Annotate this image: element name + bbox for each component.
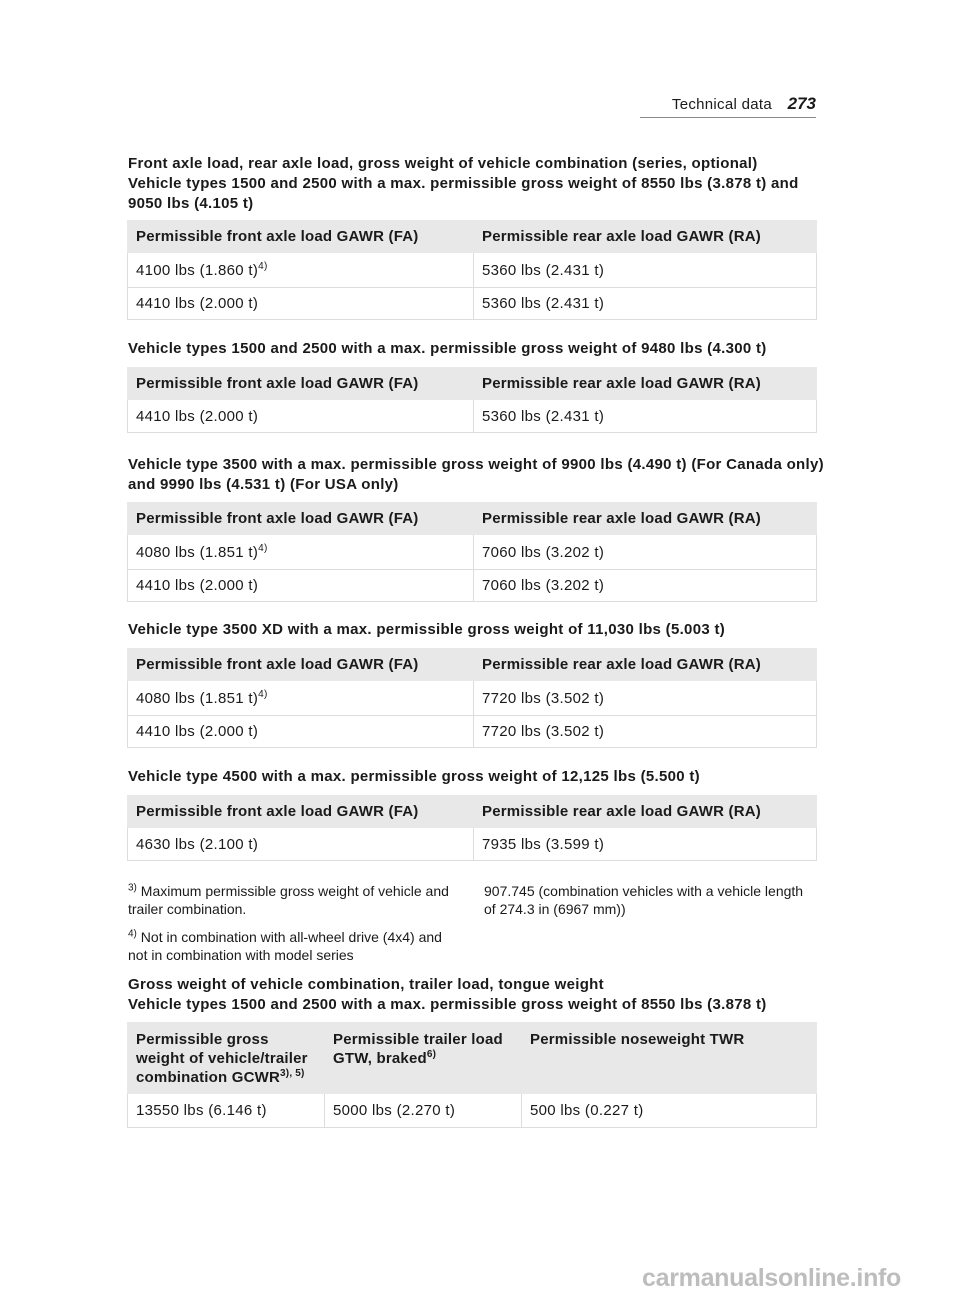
footnote-mark: 4) (128, 928, 137, 940)
rear-axle-cell: 7720 lbs (3.502 t) (474, 716, 817, 748)
noseweight-cell: 500 lbs (0.227 t) (522, 1094, 817, 1128)
table-header-row (128, 1023, 817, 1094)
heading-line: Vehicle types 1500 and 2500 with a max. permissible gross weight of 9480 lbs (4.300 t) (128, 340, 767, 357)
column-header-rear-axle: Permissible rear axle load GAWR (RA) (474, 221, 817, 253)
column-header-rear-axle: Permissible rear axle load GAWR (RA) (474, 503, 817, 535)
front-axle-cell: 4410 lbs (2.000 t) (128, 288, 474, 320)
table-row (128, 1094, 817, 1128)
header-text: GTW, braked (333, 1050, 427, 1067)
column-header-trailer-load (325, 1023, 522, 1094)
front-axle-cell: 4410 lbs (2.000 t) (128, 400, 474, 433)
column-header-front-axle: Permissible front axle load GAWR (FA) (128, 221, 474, 253)
header-line: Permissible trailer load (333, 1031, 503, 1048)
cell-value: 4080 lbs (1.851 t) (136, 689, 259, 707)
footnote-3 (128, 882, 458, 918)
rear-axle-cell: 7060 lbs (3.202 t) (474, 535, 817, 570)
footnote-text: Maximum permissible gross weight of vehicle and trailer combination. (128, 883, 449, 917)
heading-line: Vehicle types 1500 and 2500 with a max. permissible gross weight of 8550 lbs (3.878 t) (128, 996, 767, 1013)
front-axle-cell: 4410 lbs (2.000 t) (128, 716, 474, 748)
running-head (640, 94, 816, 116)
section-heading-3500 (128, 455, 824, 495)
section-heading-gross-weight-combination (128, 975, 767, 1015)
running-head-title: Technical data (671, 96, 772, 113)
table-header-row (128, 503, 817, 535)
footnote-ref: 4) (258, 542, 268, 554)
section-heading-4500 (128, 767, 700, 787)
column-header-rear-axle: Permissible rear axle load GAWR (RA) (474, 368, 817, 400)
footnote-ref: 6) (426, 1049, 437, 1060)
rear-axle-cell: 5360 lbs (2.431 t) (474, 288, 817, 320)
footnote-mark: 3) (128, 882, 137, 894)
rear-axle-cell: 5360 lbs (2.431 t) (474, 253, 817, 288)
footnote-4 (128, 928, 458, 964)
table-row (128, 828, 817, 861)
column-header-rear-axle: Permissible rear axle load GAWR (RA) (474, 796, 817, 828)
heading-line: Vehicle types 1500 and 2500 with a max. permissible gross weight of 8550 lbs (3.878 t) and (128, 175, 799, 192)
axle-load-table-3500 (127, 502, 817, 602)
column-header-front-axle: Permissible front axle load GAWR (FA) (128, 368, 474, 400)
table-header-row (128, 649, 817, 681)
column-header-gcwr (128, 1023, 325, 1094)
section-heading-front-rear-axle (128, 154, 799, 214)
table-header-row (128, 796, 817, 828)
heading-line: Front axle load, rear axle load, gross weight of vehicle combination (series, optional) (128, 155, 758, 172)
gcwr-cell: 13550 lbs (6.146 t) (128, 1094, 325, 1128)
section-heading-3500xd (128, 620, 725, 640)
rear-axle-cell: 7935 lbs (3.599 t) (474, 828, 817, 861)
trailer-load-cell: 5000 lbs (2.270 t) (325, 1094, 522, 1128)
footnotes (128, 882, 458, 974)
header-rule (640, 117, 816, 118)
heading-line: 9050 lbs (4.105 t) (128, 195, 254, 212)
rear-axle-cell: 5360 lbs (2.431 t) (474, 400, 817, 433)
axle-load-table-1500-2500-8550 (127, 220, 817, 320)
watermark: carmanualsonline.info (642, 1264, 902, 1292)
header-text: combination GCWR (136, 1069, 281, 1086)
table-row (128, 535, 817, 570)
front-axle-cell: 4410 lbs (2.000 t) (128, 570, 474, 602)
footnote-ref: 4) (258, 688, 268, 700)
table-row (128, 288, 817, 320)
footnote-text: Not in combination with all-wheel drive (4x4) and not in combination with model series (128, 929, 442, 963)
header-line (333, 1049, 513, 1068)
trailer-load-table (127, 1022, 817, 1128)
rear-axle-cell: 7720 lbs (3.502 t) (474, 681, 817, 716)
front-axle-cell: 4630 lbs (2.100 t) (128, 828, 474, 861)
heading-line: Gross weight of vehicle combination, trailer load, tongue weight (128, 976, 604, 993)
rear-axle-cell: 7060 lbs (3.202 t) (474, 570, 817, 602)
header-line: weight of vehicle/trailer (136, 1050, 308, 1067)
table-row (128, 570, 817, 602)
column-header-rear-axle: Permissible rear axle load GAWR (RA) (474, 649, 817, 681)
heading-line: Vehicle type 3500 with a max. permissible gross weight of 9900 lbs (4.490 t) (For Canada only) (128, 456, 824, 473)
front-axle-cell (128, 681, 474, 716)
footnote-ref: 4) (258, 260, 268, 272)
cell-value: 4080 lbs (1.851 t) (136, 543, 259, 561)
column-header-noseweight: Permissible noseweight TWR (522, 1023, 817, 1094)
header-line: Permissible gross (136, 1031, 269, 1048)
heading-line: and 9990 lbs (4.531 t) (For USA only) (128, 476, 399, 493)
table-row (128, 400, 817, 433)
axle-load-table-4500 (127, 795, 817, 861)
front-axle-cell (128, 253, 474, 288)
table-header-row (128, 368, 817, 400)
table-row (128, 716, 817, 748)
table-header-row (128, 221, 817, 253)
page-number: 273 (787, 94, 816, 113)
column-header-front-axle: Permissible front axle load GAWR (FA) (128, 503, 474, 535)
axle-load-table-1500-2500-9480 (127, 367, 817, 433)
cell-value: 4100 lbs (1.860 t) (136, 261, 259, 279)
section-heading-9480 (128, 339, 767, 359)
heading-line: Vehicle type 3500 XD with a max. permissible gross weight of 11,030 lbs (5.003 t) (128, 621, 726, 638)
table-row (128, 253, 817, 288)
front-axle-cell (128, 535, 474, 570)
table-row (128, 681, 817, 716)
column-header-front-axle: Permissible front axle load GAWR (FA) (128, 649, 474, 681)
heading-line: Vehicle type 4500 with a max. permissible gross weight of 12,125 lbs (5.500 t) (128, 768, 700, 785)
header-line (136, 1068, 316, 1087)
footnote-4-continued: 907.745 (combination vehicles with a vehicle length of 274.3 in (6967 mm)) (484, 883, 804, 917)
footnote-ref: 3), 5) (280, 1068, 305, 1079)
axle-load-table-3500xd (127, 648, 817, 748)
column-header-front-axle: Permissible front axle load GAWR (FA) (128, 796, 474, 828)
